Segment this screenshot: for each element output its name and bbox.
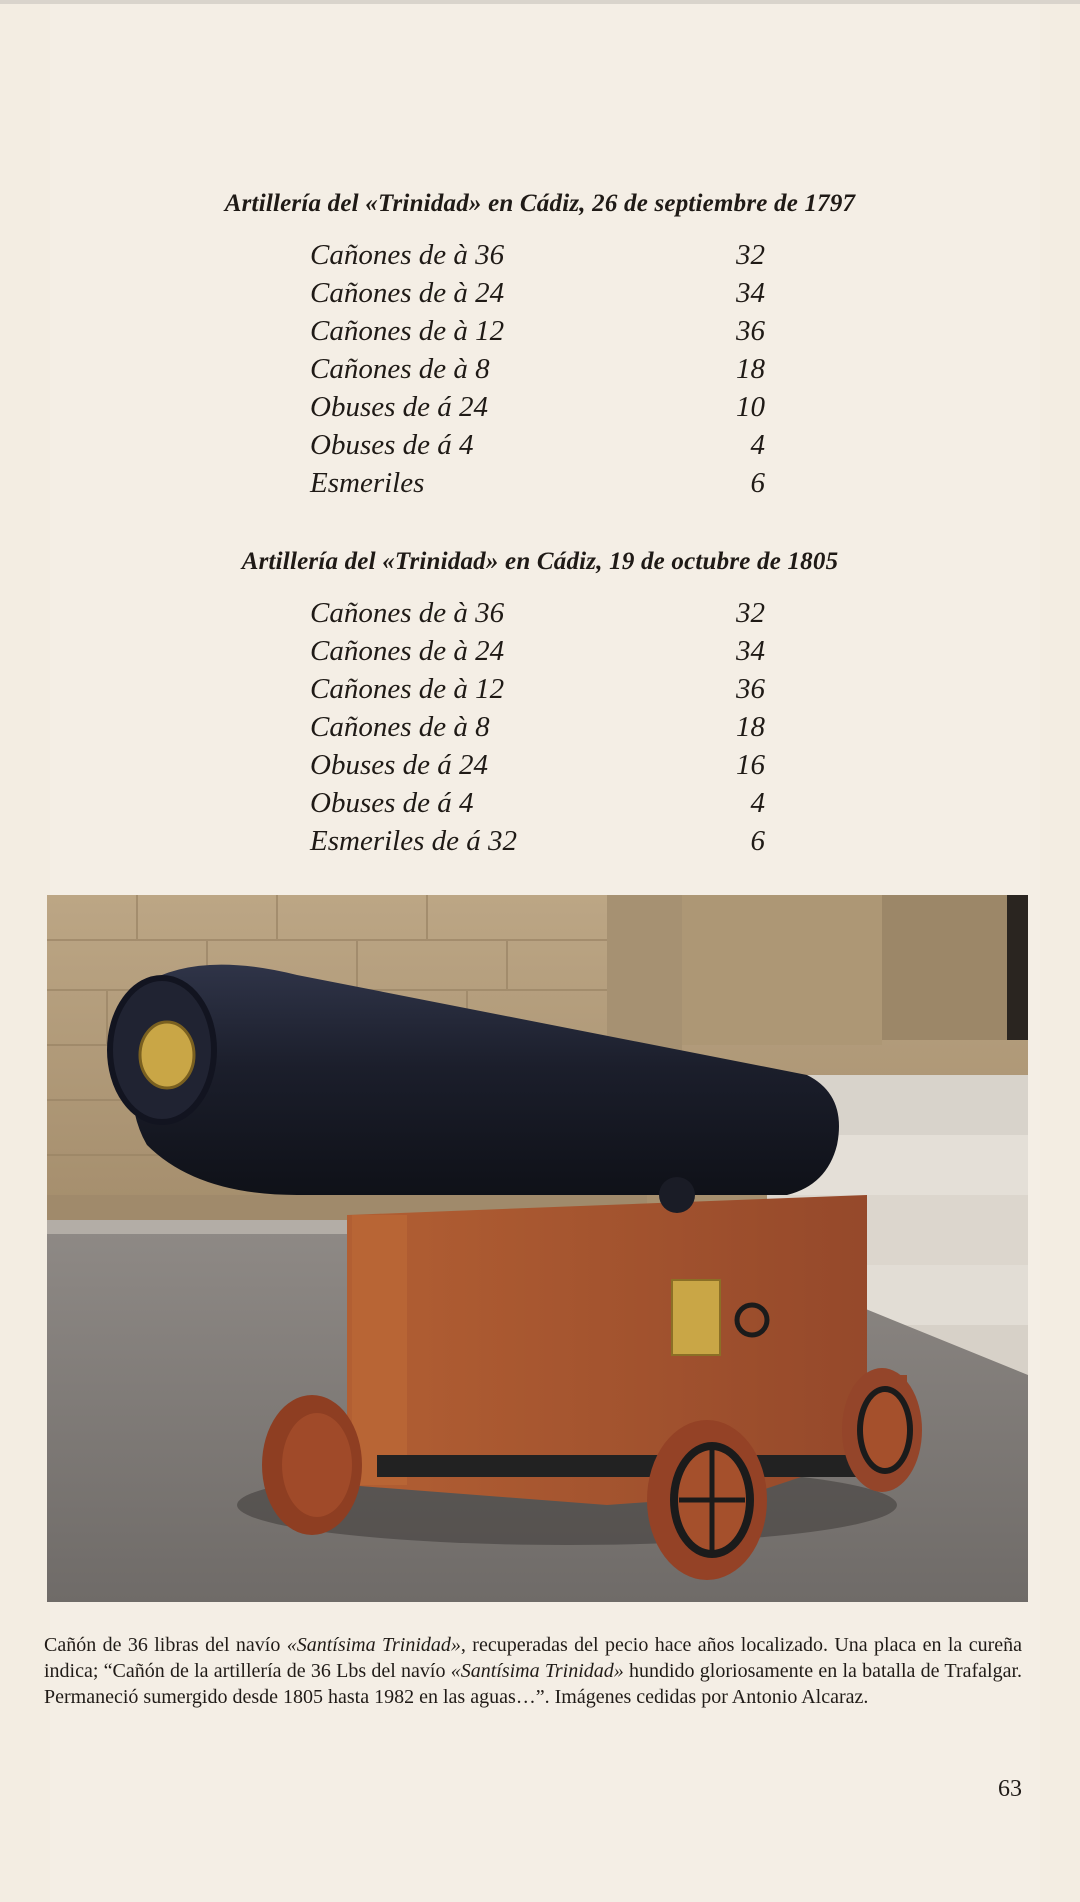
row-count: 18 xyxy=(736,353,765,385)
cannon-illustration xyxy=(47,895,1028,1602)
caption-text: Cañón de 36 libras del navío xyxy=(44,1634,287,1656)
row-name: Cañones de à 12 xyxy=(310,315,505,347)
table-title-1797: Artillería del «Trinidad» en Cádiz, 26 de septiembre de 1797 xyxy=(224,190,856,217)
curb xyxy=(47,1220,347,1234)
table-row xyxy=(310,426,765,464)
caption-ship-name: «Santísima Trinidad» xyxy=(450,1660,624,1682)
table-row xyxy=(310,236,765,274)
row-name: Obuses de á 4 xyxy=(310,429,474,461)
table-row xyxy=(310,746,765,784)
row-name: Cañones de à 8 xyxy=(310,353,490,385)
wall-right xyxy=(682,895,882,1045)
row-count: 4 xyxy=(750,429,765,461)
table-row xyxy=(310,670,765,708)
wheel-rear-right xyxy=(842,1368,922,1492)
row-name: Esmeriles xyxy=(310,467,425,499)
table-row xyxy=(310,274,765,312)
table-row xyxy=(310,350,765,388)
row-name: Obuses de á 4 xyxy=(310,787,474,819)
caption-text: , recuperadas del pecio hace años localizado. Una placa en la cureña indica; “Cañón de la artillería de 36 Lbs del navío xyxy=(44,1634,1022,1682)
photo-caption xyxy=(44,1632,1022,1710)
wheel-front-left xyxy=(262,1395,362,1535)
cannon-photo xyxy=(47,895,1028,1602)
row-name: Cañones de à 12 xyxy=(310,673,505,705)
row-count: 32 xyxy=(736,239,765,271)
row-count: 4 xyxy=(750,787,765,819)
row-name: Cañones de à 24 xyxy=(310,277,505,309)
row-count: 36 xyxy=(736,315,765,347)
row-count: 16 xyxy=(736,749,765,781)
row-count: 6 xyxy=(750,825,765,857)
row-count: 34 xyxy=(736,277,765,309)
row-name: Obuses de á 24 xyxy=(310,749,489,781)
caption-text: hundido gloriosamente en la batalla de Trafalgar. Permaneció sumergido desde 1805 hasta 1982 en las aguas…”. Imágenes cedidas por Antonio Alcaraz. xyxy=(44,1660,1023,1708)
carriage-axle xyxy=(377,1455,897,1477)
row-name: Obuses de á 24 xyxy=(310,391,489,423)
wheel-front-right xyxy=(647,1420,767,1580)
table-row xyxy=(310,464,765,502)
table-row xyxy=(310,388,765,426)
carriage-front xyxy=(352,1215,407,1485)
table-row xyxy=(310,822,765,860)
wall-far-right xyxy=(882,895,1007,1040)
artillery-table-1805 xyxy=(310,594,765,860)
row-count: 36 xyxy=(736,673,765,705)
table-row xyxy=(310,632,765,670)
row-name: Cañones de à 24 xyxy=(310,635,505,667)
brass-muzzle-plug xyxy=(140,1022,194,1088)
table-row xyxy=(310,784,765,822)
table-row xyxy=(310,708,765,746)
row-name: Cañones de à 8 xyxy=(310,711,490,743)
row-count: 6 xyxy=(750,467,765,499)
row-count: 10 xyxy=(736,391,765,423)
row-count: 34 xyxy=(736,635,765,667)
table-row xyxy=(310,312,765,350)
row-name: Esmeriles de á 32 xyxy=(310,825,517,857)
table-row xyxy=(310,594,765,632)
caption-ship-name: «Santísima Trinidad» xyxy=(286,1634,461,1656)
row-name: Cañones de à 36 xyxy=(310,239,505,271)
row-name: Cañones de à 36 xyxy=(310,597,505,629)
doorway xyxy=(1007,895,1028,1040)
page-number: 63 xyxy=(998,1776,1022,1802)
artillery-table-1797 xyxy=(310,236,765,502)
table-title-1805: Artillería del «Trinidad» en Cádiz, 19 de octubre de 1805 xyxy=(241,548,839,575)
trunnion xyxy=(659,1177,695,1213)
row-count: 18 xyxy=(736,711,765,743)
brass-plaque xyxy=(672,1280,720,1355)
row-count: 32 xyxy=(736,597,765,629)
